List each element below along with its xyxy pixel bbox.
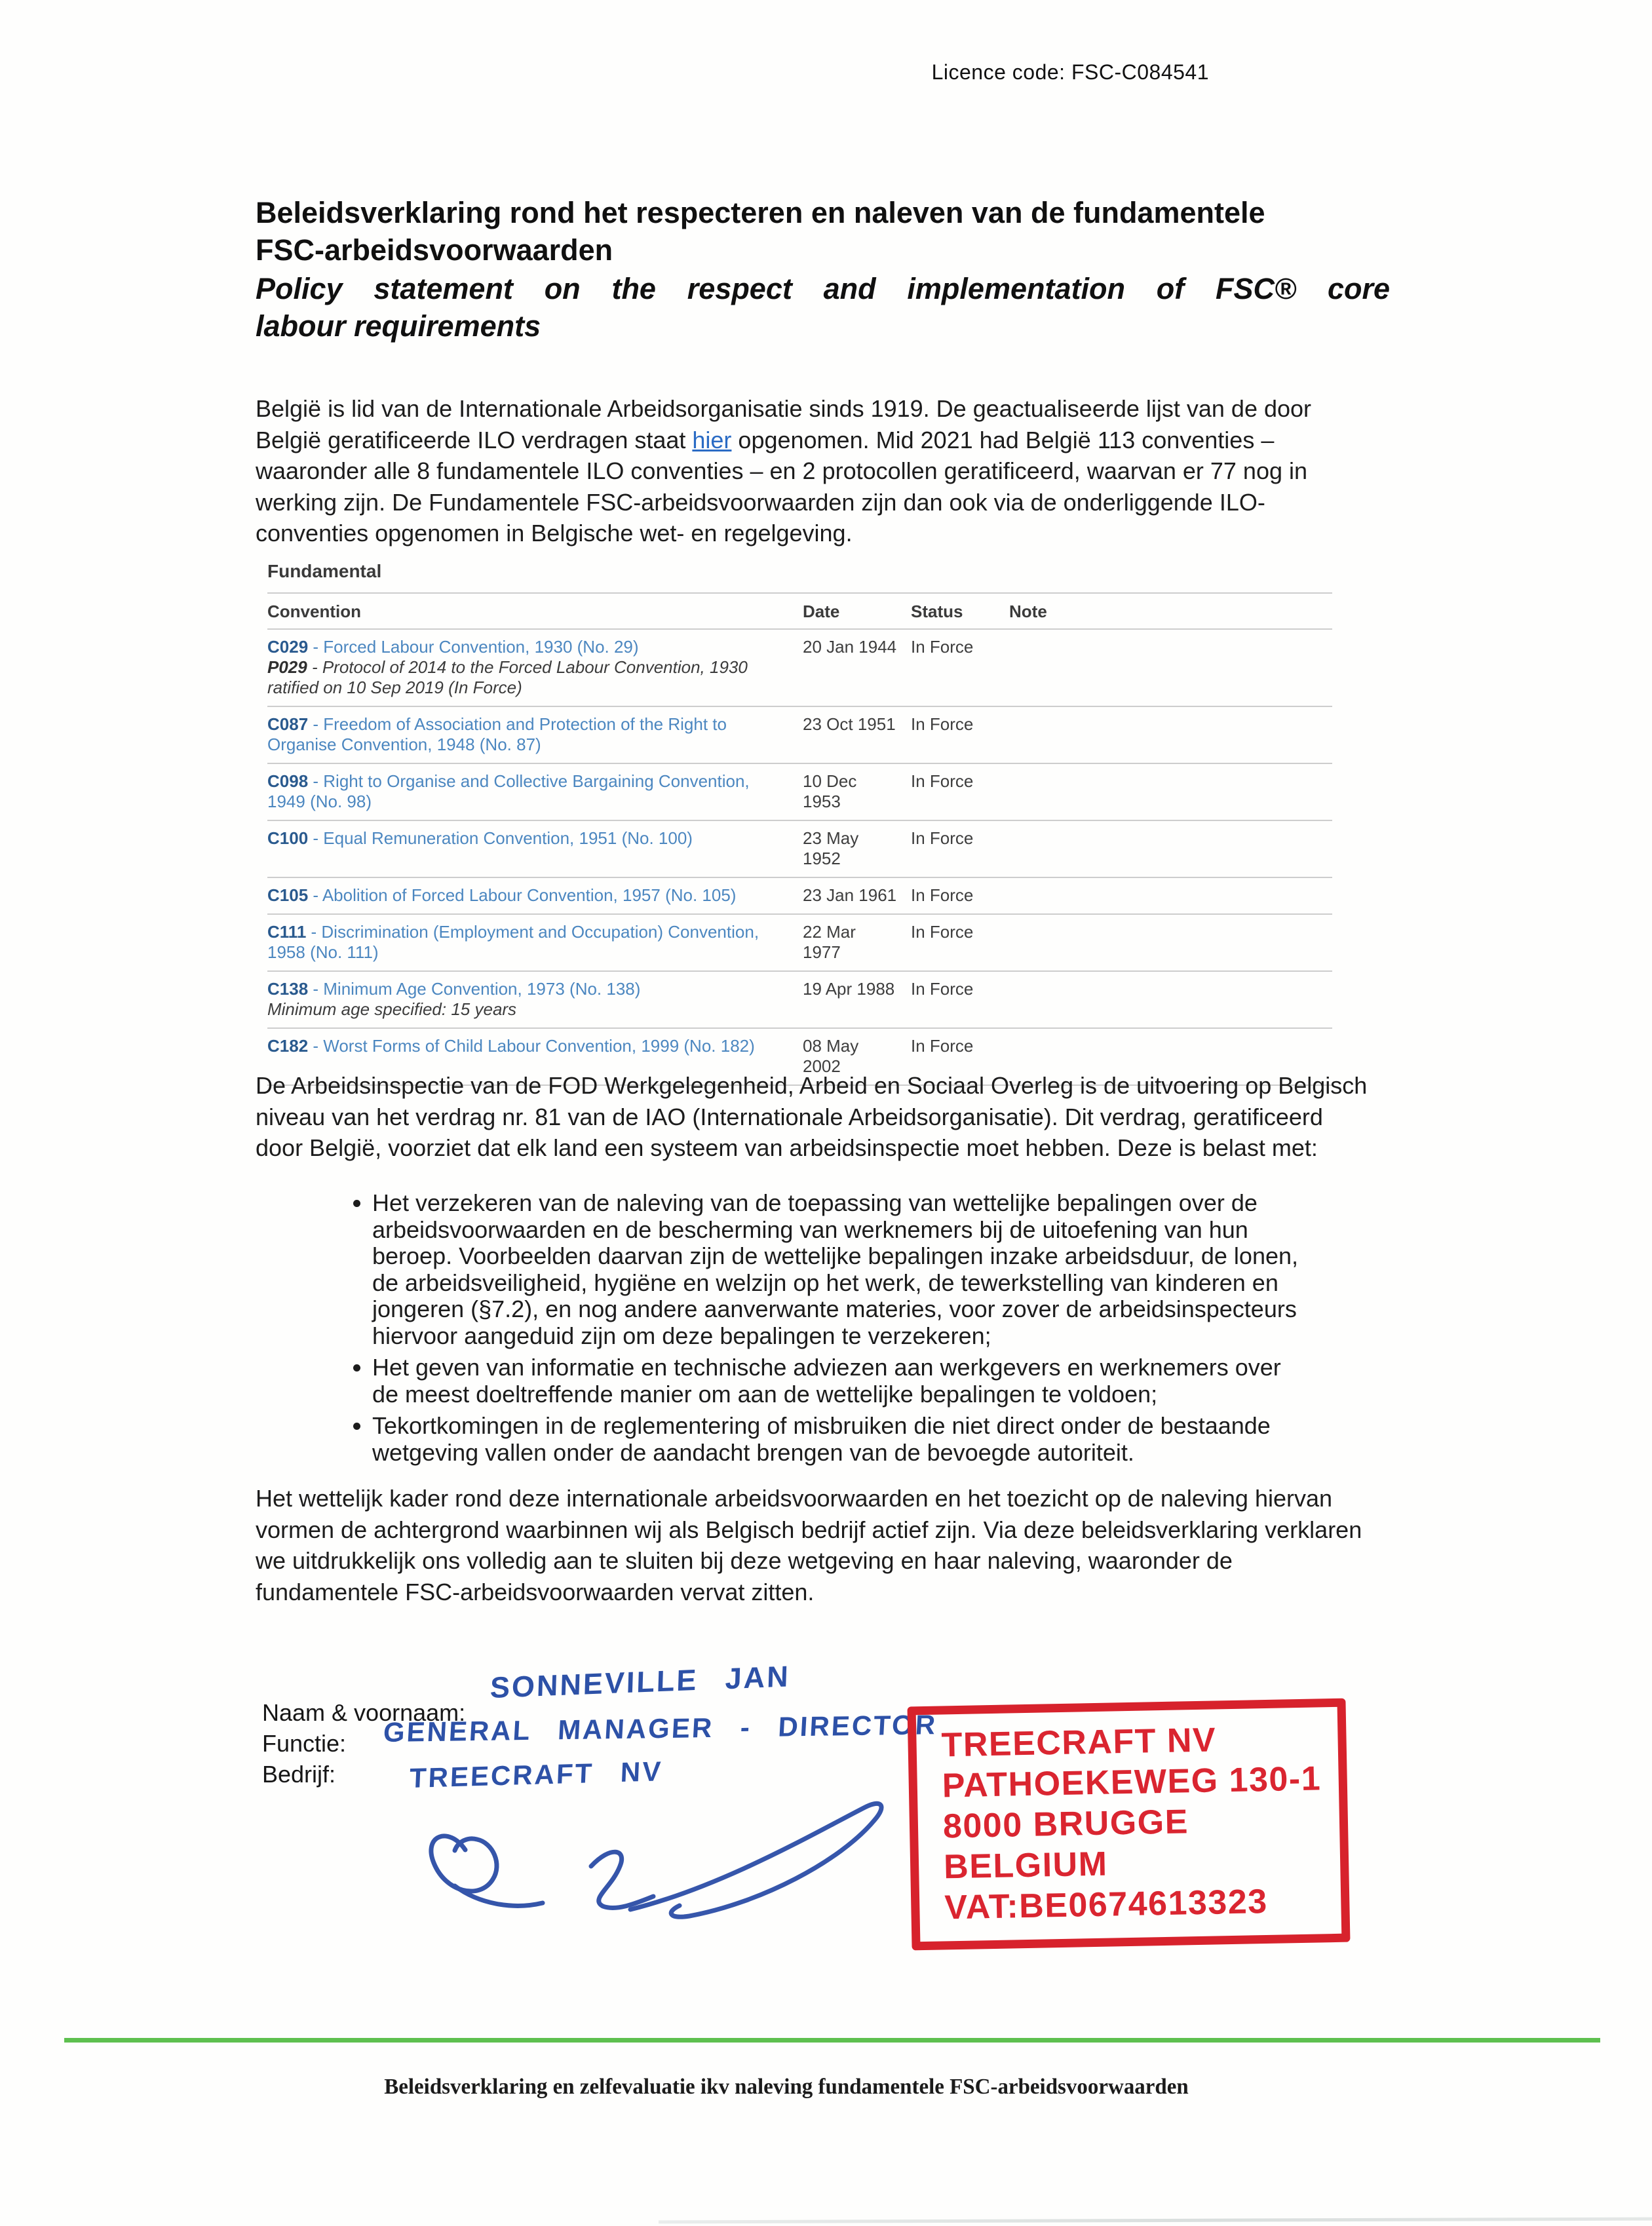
convention-link[interactable] xyxy=(267,828,693,848)
stamp-city: 8000 BRUGGE xyxy=(942,1803,1189,1846)
intro-text-after: opgenomen. Mid 2021 had België 113 conventies – waaronder alle 8 fundamentele ILO conventies – en 2 protocollen geratificeerd, waarvan er 77 nog in werking zijn. De Fundamentele FSC-arbeidsvoorwaarden zijn dan ook via de onderliggende ILO-conventies opgenomen in Belgische wet- en regelgeving. xyxy=(256,426,1308,547)
closing-paragraph: Het wettelijk kader rond deze internationale arbeidsvoorwaarden en het toezicht op de naleving hiervan vormen de achtergrond waarbinnen wij als Belgisch bedrijf actief zijn. Via deze beleidsverklaring verklaren we uitdrukkelijk ons volledig aan te sluiten bij deze wetgeving en haar naleving, waaronder de fundamentele FSC-arbeidsvoorwaarden vervat zitten. xyxy=(256,1485,1362,1605)
document-title-dutch xyxy=(256,194,1390,269)
intro-text-before: België is lid van de Internationale Arbeidsorganisatie sinds 1919. De geactualiseerde lijst van de door België geratificeerde ILO verdragen staat xyxy=(256,395,1312,453)
handwritten-name: SONNEVILLE JAN xyxy=(490,1659,791,1705)
title-en-line1: Policy statement on the respect and implementation of FSC® core xyxy=(256,272,1390,305)
convention-cell xyxy=(267,972,803,1027)
ilo-conventions-table xyxy=(267,561,1332,1086)
column-header-convention: Convention xyxy=(267,602,361,621)
function-label: Functie: xyxy=(262,1730,347,1757)
convention-title: - Freedom of Association and Protection of the Right to Organise Convention, 1948 (No. 87) xyxy=(267,714,727,754)
table-row xyxy=(267,820,1332,877)
minimum-age-note: Minimum age specified: 15 years xyxy=(267,999,517,1019)
note-cell xyxy=(1009,764,1332,820)
stamp-vat: VAT:BE0674613323 xyxy=(944,1882,1269,1927)
convention-cell xyxy=(267,764,803,820)
footer-title: Beleidsverklaring en zelfevaluatie ikv naleving fundamentele FSC-arbeidsvoorwaarden xyxy=(384,2075,1189,2099)
table-row xyxy=(267,628,1332,706)
title-nl-line1: Beleidsverklaring rond het respecteren en naleven van de fundamentele xyxy=(256,196,1265,229)
handwritten-signature xyxy=(393,1788,904,1938)
convention-title: - Forced Labour Convention, 1930 (No. 29) xyxy=(308,637,639,657)
convention-link[interactable] xyxy=(267,979,640,999)
convention-link[interactable] xyxy=(267,922,759,962)
convention-title: - Worst Forms of Child Labour Convention, 1999 (No. 182) xyxy=(308,1036,755,1056)
column-header-status: Status xyxy=(911,602,963,621)
protocol-code: P029 xyxy=(267,657,307,677)
convention-title: - Discrimination (Employment and Occupation) Convention, 1958 (No. 111) xyxy=(267,922,759,962)
convention-cell xyxy=(267,707,803,763)
status-cell: In Force xyxy=(911,637,974,657)
convention-code: C100 xyxy=(267,828,309,848)
duty-list-item: • Het verzekeren van de naleving van de toepassing van wettelijke bepalingen over de arbeidsvoorwaarden en de bescherming van werknemers bij de uitoefening van hun beroep. Voorbeelden daarvan zijn de wettelijke bepalingen inzake arbeidsduur, de lonen, de arbeidsveiligheid, hygiëne en welzijn op het werk, de tewerkstelling van kinderen en jongeren (§7.2), en nog andere aanverwante materies, voor zover de arbeidsinspecteurs hiervoor aangeduid zijn om deze bepalingen te verzekeren; xyxy=(372,1190,1309,1349)
table-row xyxy=(267,877,1332,913)
note-cell xyxy=(1009,821,1332,877)
column-header-note: Note xyxy=(1009,602,1047,621)
title-nl-line2: FSC-arbeidsvoorwaarden xyxy=(256,233,613,267)
convention-code: C105 xyxy=(267,885,309,905)
convention-link[interactable] xyxy=(267,1036,755,1056)
convention-cell xyxy=(267,821,803,877)
convention-title: - Abolition of Forced Labour Convention, 1957 (No. 105) xyxy=(308,885,737,905)
convention-cell xyxy=(267,915,803,970)
company-stamp xyxy=(907,1698,1350,1951)
convention-cell xyxy=(267,630,803,706)
convention-link[interactable] xyxy=(267,637,639,657)
status-cell: In Force xyxy=(911,828,974,848)
stamp-street: PATHOEKEWEG 130-1 xyxy=(942,1759,1322,1805)
note-cell xyxy=(1009,878,1332,913)
note-cell xyxy=(1009,972,1332,1027)
date-cell: 10 Dec 1953 xyxy=(803,771,857,811)
convention-code: C098 xyxy=(267,771,309,791)
stamp-country: BELGIUM xyxy=(943,1845,1108,1887)
convention-link[interactable] xyxy=(267,714,727,754)
convention-code: C138 xyxy=(267,979,309,999)
duty-list-item: • Tekortkomingen in de reglementering of misbruiken die niet direct onder de bestaande wetgeving vallen onder de aandacht brengen van de bevoegde autoriteit. xyxy=(372,1413,1309,1466)
date-cell: 22 Mar 1977 xyxy=(803,922,856,962)
convention-title: - Minimum Age Convention, 1973 (No. 138) xyxy=(308,979,641,999)
inspection-paragraph: De Arbeidsinspectie van de FOD Werkgelegenheid, Arbeid en Sociaal Overleg is de uitvoering op Belgisch niveau van het verdrag nr. 81 van de IAO (Internationale Arbeidsorganisatie). Dit verdrag, geratificeerd door België, voorziet dat elk land een systeem van arbeidsinspectie moet hebben. Deze is belast met: xyxy=(256,1072,1368,1161)
date-cell: 23 May 1952 xyxy=(803,828,859,868)
name-label: Naam & voornaam: xyxy=(262,1699,466,1726)
protocol-ratified-line: ratified on 10 Sep 2019 (In Force) xyxy=(267,678,522,697)
duty-list-item: • Het geven van informatie en technische adviezen aan werkgevers en werknemers over de meest doeltreffende manier om aan de wettelijke bepalingen te voldoen; xyxy=(372,1354,1309,1408)
convention-title: - Right to Organise and Collective Bargaining Convention, 1949 (No. 98) xyxy=(267,771,750,811)
status-cell: In Force xyxy=(911,1036,974,1056)
date-cell: 23 Oct 1951 xyxy=(803,714,896,734)
status-cell: In Force xyxy=(911,979,974,999)
convention-code: C087 xyxy=(267,714,309,734)
convention-link[interactable] xyxy=(267,771,750,811)
footer-divider xyxy=(64,2038,1600,2043)
inspection-duties-list xyxy=(256,1190,1309,1471)
date-cell: 19 Apr 1988 xyxy=(803,979,895,999)
table-row xyxy=(267,913,1332,970)
table-header-row xyxy=(267,592,1332,628)
licence-code: Licence code: FSC-C084541 xyxy=(931,60,1209,84)
column-header-date: Date xyxy=(803,602,840,621)
note-cell xyxy=(1009,707,1332,763)
scan-edge-artifact xyxy=(659,2217,1652,2224)
protocol-text: - Protocol of 2014 to the Forced Labour Convention, 1930 xyxy=(307,657,748,677)
handwritten-company: TREECRAFT NV xyxy=(409,1756,664,1794)
stamp-company: TREECRAFT NV xyxy=(941,1721,1217,1765)
convention-table-body xyxy=(267,628,1332,1086)
note-cell xyxy=(1009,630,1332,706)
date-cell: 20 Jan 1944 xyxy=(803,637,897,657)
handwritten-function: GENERAL MANAGER - DIRECTOR xyxy=(382,1709,938,1748)
title-en-line2: labour requirements xyxy=(256,309,541,343)
table-section-title: Fundamental xyxy=(267,561,382,581)
hier-link[interactable]: hier xyxy=(692,426,732,453)
table-row xyxy=(267,970,1332,1027)
convention-code: C111 xyxy=(267,922,307,942)
document-title-english xyxy=(256,270,1390,345)
protocol-line xyxy=(267,657,777,678)
convention-code: C182 xyxy=(267,1036,309,1056)
status-cell: In Force xyxy=(911,771,974,791)
convention-code: C029 xyxy=(267,637,309,657)
intro-paragraph xyxy=(256,393,1370,549)
table-row xyxy=(267,706,1332,763)
table-row xyxy=(267,763,1332,820)
convention-link[interactable] xyxy=(267,885,736,905)
status-cell: In Force xyxy=(911,922,974,942)
convention-cell xyxy=(267,878,803,913)
date-cell: 23 Jan 1961 xyxy=(803,885,897,905)
status-cell: In Force xyxy=(911,885,974,905)
convention-title: - Equal Remuneration Convention, 1951 (No. 100) xyxy=(308,828,693,848)
note-cell xyxy=(1009,915,1332,970)
status-cell: In Force xyxy=(911,714,974,734)
date-cell: 08 May 2002 xyxy=(803,1036,859,1076)
company-label: Bedrijf: xyxy=(262,1761,336,1788)
